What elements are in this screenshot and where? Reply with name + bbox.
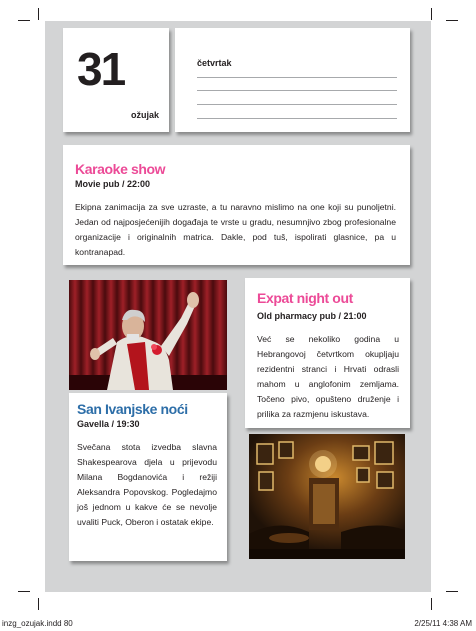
note-line (197, 77, 397, 78)
event-title: Karaoke show (75, 161, 166, 177)
event-card-ivanjske (69, 393, 227, 561)
event-description: Svečana stota izvedba slavna Shakespearova djela u prijevodu Milana Bogdanovića i režiji Aleksandra Popovskog. Pogledajmo još jednom u kakve će se nevolje uvaliti Puck, Oberon i ostatak ekipe. (77, 442, 217, 527)
day-number: 31 (77, 43, 125, 95)
event-venue: Gavella / 19:30 (77, 419, 140, 429)
event-description: Ekipna zanimacija za sve uzraste, a tu naravno mislimo na one koji su punoljetni. Jedan od najposjećenijih događaja te vrste u gradu, nesumnjivo zbog profesionalne organizacije i originalnih matrica. Dakle, pod tuš, ispolirati glasnice, pa u kontranapad. (75, 202, 396, 257)
crop-mark (38, 8, 39, 20)
crop-mark (18, 591, 30, 592)
event-venue: Old pharmacy pub / 21:00 (257, 311, 367, 321)
note-line (197, 104, 397, 105)
actor-photo (69, 280, 227, 390)
weekday-label: četvrtak (197, 58, 232, 68)
date-card (63, 28, 169, 132)
slug-file-name: inzg_ozujak.indd 80 (2, 619, 73, 628)
notes-card (175, 28, 410, 132)
event-card-karaoke (63, 145, 410, 265)
crop-mark (431, 8, 432, 20)
crop-mark (18, 20, 30, 21)
event-title: San Ivanjske noći (77, 401, 188, 417)
month-label: ožujak (130, 110, 159, 120)
note-line (197, 118, 397, 119)
crop-mark (446, 591, 458, 592)
slug-timestamp: 2/25/11 4:38 AM (414, 619, 472, 628)
event-card-expat (245, 278, 410, 428)
note-line (197, 90, 397, 91)
event-description: Već se nekoliko godina u Hebrangovoj četvrtkom okupljaju rezidentni stranci i Hrvati odrasli mahom u anglofonim zemljama. Točeno pivo, opušteno druženje i prilika za razmjenu iskustava. (257, 334, 399, 419)
crop-mark (431, 598, 432, 610)
pub-interior-photo (249, 434, 405, 559)
crop-mark (446, 20, 458, 21)
crop-mark (38, 598, 39, 610)
event-venue: Movie pub / 22:00 (75, 179, 151, 189)
event-title: Expat night out (257, 290, 353, 306)
